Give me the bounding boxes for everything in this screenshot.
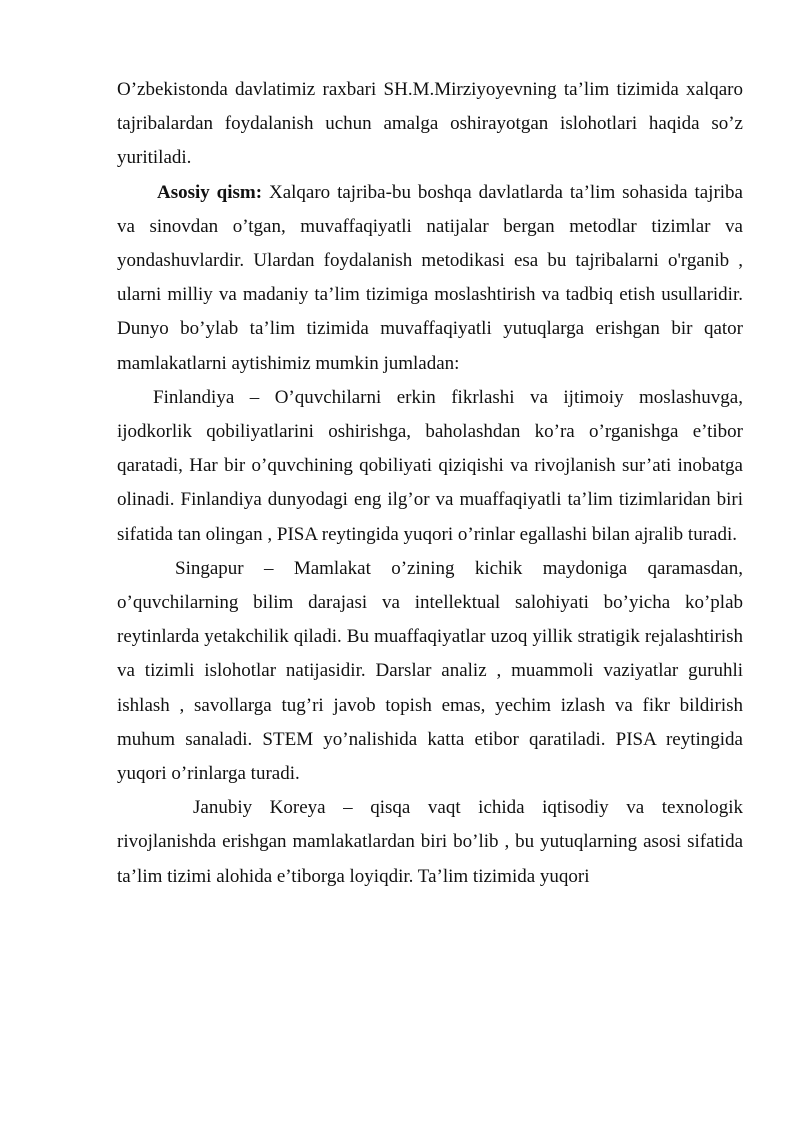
- paragraph-south-korea: Janubiy Koreya – qisqa vaqt ichida iqtisodiy va texnologik rivojlanishda erishgan mamlakatlardan biri bo’lib , bu yutuqlarning asosi sifatida ta’lim tizimi alohida e’tiborga loyiqdir. Ta’lim tizimida yuqori: [117, 797, 743, 887]
- paragraph-singapore: Singapur – Mamlakat o’zining kichik maydoniga qaramasdan, o’quvchilarning bilim darajasi va intellektual salohiyati bo’yicha ko’plab reytinlarda yetakchilik qiladi. Bu muaffaqiyatlar uzoq yillik stratigik rejalashtirish va tizimli islohotlar natijasidir. Darslar analiz , muammoli vaziyatlar guruhli ishlash , savollarga tug’ri javob topish emas, yechim izlash va fikr bildirish muhum sanaladi. STEM yo’nalishida katta etibor qaratiladi. PISA reytingida yuqori o’rinlarga turadi.: [117, 557, 743, 785]
- section-heading: Asosiy qism:: [157, 181, 263, 203]
- paragraph-main-section: [117, 176, 743, 381]
- paragraph-intro: O’zbekistonda davlatimiz raxbari SH.M.Mirziyoyevning ta’lim tizimida xalqaro tajribalardan foydalanish uchun amalga oshirayotgan islohotlari haqida so’z yuritiladi.: [117, 79, 743, 169]
- document-body: [117, 73, 743, 894]
- paragraph-main-text: Xalqaro tajriba-bu boshqa davlatlarda ta’lim sohasida tajriba va sinovdan o’tgan, muvaffaqiyatli natijalar bergan metodlar tizimlar va yondashuvlardir. Ulardan foydalanish metodikasi esa bu tajribalarni o'rganib , ularni milliy va madaniy ta’lim tizimiga moslashtirish va tadbiq etish usullaridir. Dunyo bo’ylab ta’lim tizimida muvaffaqiyatli yutuqlarga erishgan bir qator mamlakatlarni aytishimiz mumkin jumladan:: [117, 181, 743, 374]
- paragraph-finland: Finlandiya – O’quvchilarni erkin fikrlashi va ijtimoiy moslashuvga, ijodkorlik qobiliyatlarini oshirishga, baholashdan ko’ra o’rganishga e’tibor qaratadi, Har bir o’quvchining qobiliyati qiziqishi va rivojlanish sur’ati inobatga olinadi. Finlandiya dunyodagi eng ilg’or va muaffaqiyatli ta’lim tizimlaridan biri sifatida tan olingan , PISA reytingida yuqori o’rinlar egallashi bilan ajralib turadi.: [117, 386, 743, 545]
